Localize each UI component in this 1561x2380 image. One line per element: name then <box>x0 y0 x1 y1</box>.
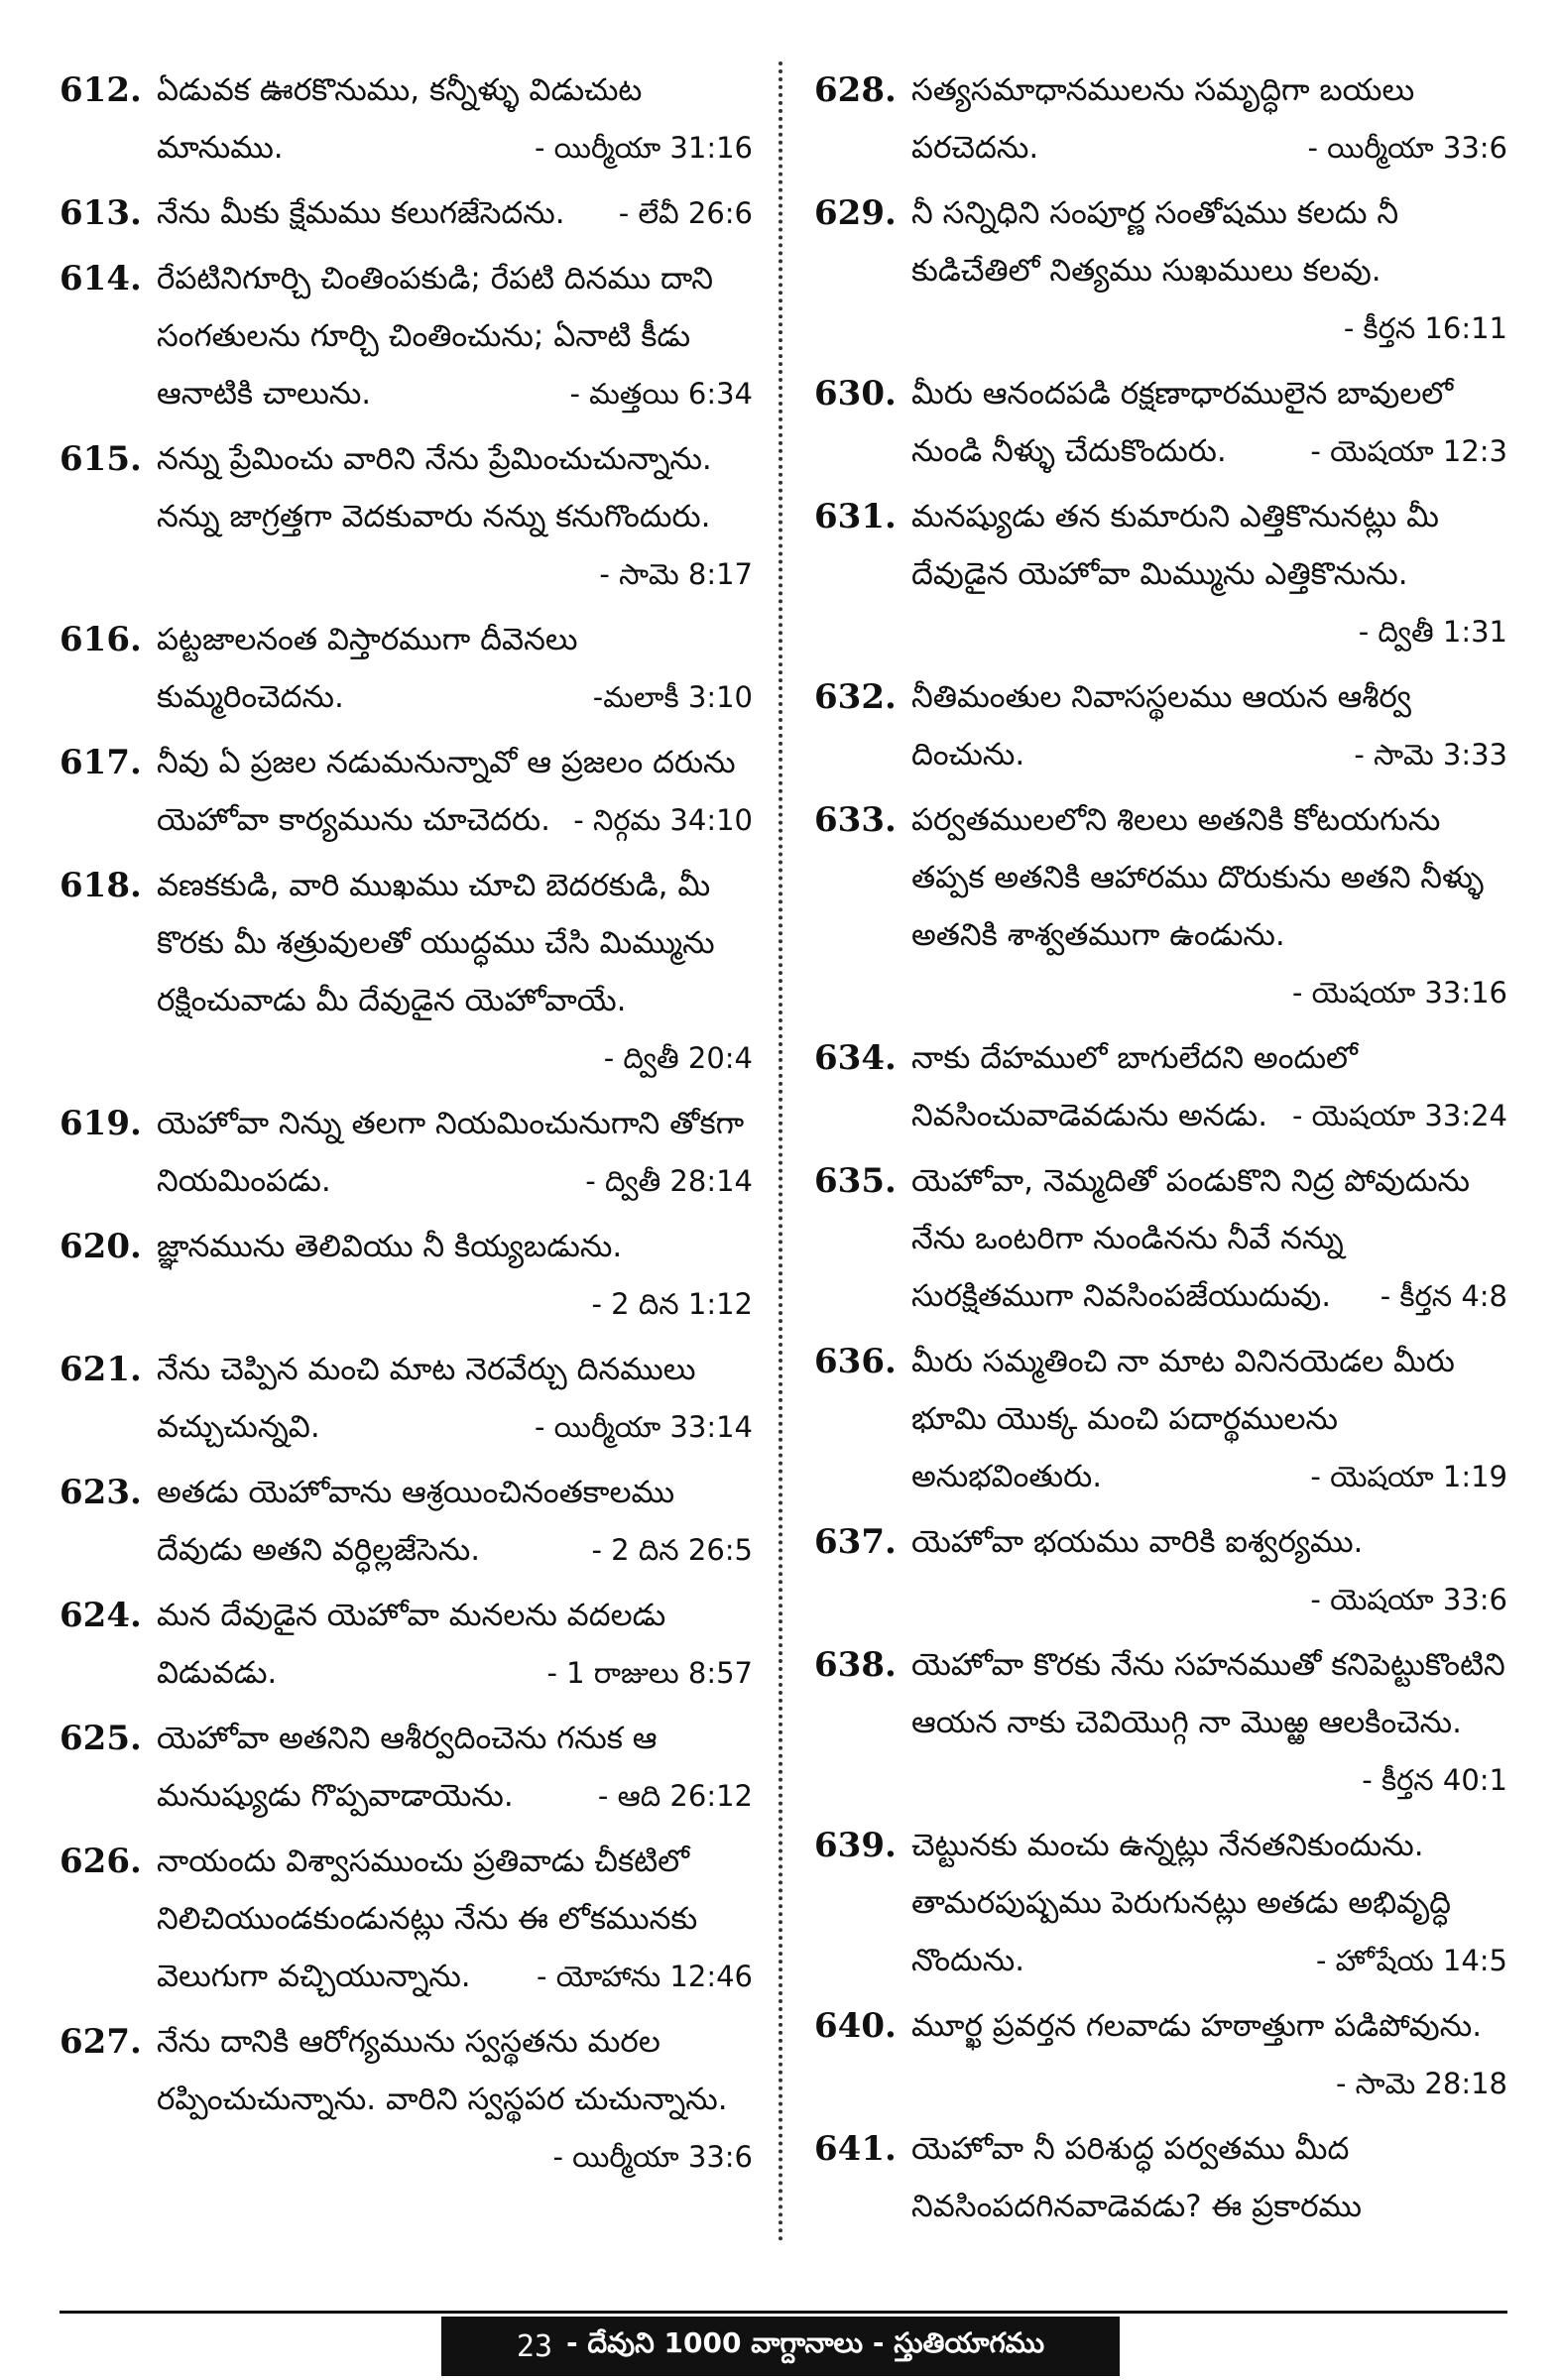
promise-entry <box>814 1997 1507 2112</box>
verse-text: చెట్టునకు మంచు ఉన్నట్లు నేనతనికుందును. తామరపుష్పము పెరుగునట్లు అతడు అభివృద్ధి నొందును. <box>911 1828 1452 1978</box>
entry-body <box>911 1152 1507 1325</box>
promise-entry <box>814 1029 1507 1144</box>
verse-reference: - యిర్మీయా 33:6 <box>1307 131 1507 165</box>
entry-body <box>157 1218 753 1333</box>
verse-reference: - లేవీ 26:6 <box>618 196 753 230</box>
verse-reference: - హోషేయ 14:5 <box>1315 1944 1507 1977</box>
verse-text: జ్ఞానమును తెలివియు నీ కియ్యబడును. <box>157 1229 623 1264</box>
promise-entry <box>814 1333 1507 1505</box>
promise-entry <box>60 611 753 726</box>
promise-entry <box>60 1341 753 1456</box>
verse-reference: - కీర్తన 16:11 <box>1343 311 1507 345</box>
verse-text: మనష్యుడు తన కుమారుని ఎత్తికొనునట్లు మీ దేవుడైన యెహోవా మిమ్మును ఎత్తికొనును. <box>911 499 1439 592</box>
promise-entry <box>814 1636 1507 1809</box>
verse-text: నీతిమంతుల నివాసస్థలము ఆయన ఆశీర్వ దించును. <box>911 679 1411 773</box>
promise-entry <box>60 1587 753 1702</box>
verse-reference: - సామె 28:18 <box>1335 2067 1507 2100</box>
promise-entry <box>814 2120 1507 2235</box>
promise-entry <box>60 1095 753 1210</box>
verse-reference: - 2 దిన 1:12 <box>591 1287 753 1321</box>
entry-body <box>911 2120 1507 2235</box>
entry-number: 617. <box>60 743 142 782</box>
entry-body <box>911 184 1507 357</box>
verse-text: మన దేవుడైన యెహోవా మనలను వదలడు విడువడు. <box>157 1598 666 1691</box>
verse-text: రేపటినిగూర్చి చింతింపకుడి; రేపటి దినము దాని సంగతులను గూర్చి చింతించును; ఏనాటి కీడు ఆనాటికి చాలును. <box>157 261 713 412</box>
entry-number: 640. <box>814 2006 897 2046</box>
promise-entry <box>814 668 1507 783</box>
verse-reference: - యిర్మీయా 31:16 <box>534 131 753 165</box>
promise-entry <box>60 1218 753 1333</box>
footer-title: - దేవుని 1000 వాగ్దానాలు - స్తుతియాగము <box>566 2326 1045 2359</box>
entry-number: 637. <box>814 1522 897 1562</box>
promise-entry <box>60 857 753 1087</box>
entry-body <box>157 1587 753 1702</box>
verse-reference: - యిర్మీయా 33:6 <box>552 2140 753 2174</box>
right-column <box>788 61 1507 2243</box>
entry-number: 638. <box>814 1645 897 1685</box>
verse-reference: - 2 దిన 26:5 <box>591 1533 753 1567</box>
verse-text: మీరు సమ్మతించి నా మాట వినినయెడల మీరు భూమి యొక్క మంచి పదార్థములను అనుభవింతురు. <box>911 1344 1455 1494</box>
verse-text: నాకు దేహములో బాగులేదని అందులో నివసించువాడెవడును అనడు. <box>911 1040 1358 1133</box>
verse-reference: - కీర్తన 4:8 <box>1380 1279 1507 1313</box>
promise-entry <box>60 250 753 422</box>
verse-reference: - యిర్మీయా 33:14 <box>534 1410 753 1444</box>
verse-text: నాయందు విశ్వాసముంచు ప్రతివాడు చీకటిలో నిలిచియుండకుండునట్లు నేను ఈ లోకమునకు వెలుగుగా వచ్చియున్నాను. <box>157 1844 698 1994</box>
entry-number: 623. <box>60 1473 142 1512</box>
promise-entry <box>814 1513 1507 1628</box>
entry-body <box>157 184 753 242</box>
promise-entry <box>60 734 753 849</box>
entry-number: 624. <box>60 1596 142 1635</box>
verse-reference: - ద్వితీ 28:14 <box>585 1164 753 1198</box>
entry-body <box>157 611 753 726</box>
verse-text: నీవు ఏ ప్రజల నడుమనున్నావో ఆ ప్రజలం దరును యెహోవా కార్యమును చూచెదరు. <box>157 745 736 838</box>
promise-entry <box>814 61 1507 177</box>
promise-entry <box>60 1464 753 1579</box>
verse-reference: - మత్తయి 6:34 <box>569 377 753 411</box>
verse-reference: - యెషయా 33:6 <box>1310 1583 1507 1616</box>
verse-text: యెహోవా కొరకు నేను సహనముతో కనిపెట్టుకొంటిని ఆయన నాకు చెవియొగ్గి నా మొఱ్ఱ ఆలకించెను. <box>911 1647 1505 1740</box>
verse-text: పర్వతములలోని శిలలు అతనికి కోటయగును తప్పక అతనికి ఆహారము దొరుకును అతని నీళ్ళు అతనికి శాశ్వతముగా ఉండును. <box>911 802 1485 953</box>
verse-reference: - ద్వితీ 1:31 <box>1358 615 1507 649</box>
verse-reference: - కీర్తన 40:1 <box>1362 1763 1507 1797</box>
entry-body <box>157 1464 753 1579</box>
entry-number: 629. <box>814 193 897 233</box>
entry-number: 628. <box>814 70 897 110</box>
entry-number: 634. <box>814 1038 897 1078</box>
promise-entry <box>60 61 753 177</box>
entry-body <box>157 734 753 849</box>
verse-text: యెహోవా, నెమ్మదితో పండుకొని నిద్ర పోవుదును నేను ఒంటరిగా నుండినను నీవే నన్ను సురక్షితముగా నివసింపజేయుదువు. <box>911 1163 1471 1314</box>
entry-number: 639. <box>814 1826 897 1865</box>
entry-body <box>911 61 1507 177</box>
entry-body <box>157 250 753 422</box>
promise-entry <box>814 365 1507 480</box>
entry-number: 627. <box>60 2022 142 2062</box>
entry-body <box>157 61 753 177</box>
entry-body <box>911 668 1507 783</box>
entry-number: 632. <box>814 677 897 717</box>
entry-number: 612. <box>60 70 142 110</box>
promise-entry <box>814 184 1507 357</box>
entry-body <box>911 1636 1507 1809</box>
verse-text: అతడు యెహోవాను ఆశ్రయించినంతకాలము దేవుడు అతని వర్ధిల్లజేసెను. <box>157 1475 675 1568</box>
entry-number: 630. <box>814 374 897 414</box>
entry-number: 625. <box>60 1719 142 1758</box>
entry-body <box>157 430 753 603</box>
verse-text: యెహోవా నిన్ను తలగా నియమించునుగాని తోకగా నియమింపడు. <box>157 1106 745 1199</box>
verse-reference: - యెషయా 33:16 <box>1291 976 1507 1010</box>
promise-entry <box>814 791 1507 1021</box>
verse-text: నేను దానికి ఆరోగ్యమును స్వస్థతను మరల రప్పించుచున్నాను. వారిని స్వస్థపర చుచున్నాను. <box>157 2024 728 2117</box>
entry-body <box>157 1710 753 1825</box>
promise-entry <box>60 1833 753 2005</box>
footer-bar <box>441 2317 1120 2376</box>
promise-entry <box>814 1152 1507 1325</box>
verse-reference: - ఆది 26:12 <box>597 1779 753 1813</box>
verse-reference: - యోహాను 12:46 <box>537 1960 753 1993</box>
entry-body <box>157 2013 753 2186</box>
entry-number: 641. <box>814 2129 897 2169</box>
entry-number: 615. <box>60 439 142 479</box>
entry-number: 614. <box>60 259 142 298</box>
entry-number: 626. <box>60 1842 142 1881</box>
entry-number: 616. <box>60 620 142 659</box>
entry-number: 619. <box>60 1104 142 1143</box>
entry-number: 613. <box>60 193 142 233</box>
entry-body <box>911 488 1507 660</box>
verse-text: యెహోవా భయము వారికి ఐశ్వర్యము. <box>911 1524 1364 1560</box>
promise-entry <box>60 430 753 603</box>
verse-text: మూర్ఖ ప్రవర్తన గలవాడు హఠాత్తుగా పడిపోవును. <box>911 2008 1483 2044</box>
entry-body <box>911 365 1507 480</box>
column-divider <box>779 61 782 2243</box>
promise-entry <box>60 2013 753 2186</box>
promise-entry <box>60 184 753 242</box>
entry-body <box>911 1513 1507 1628</box>
verse-reference: - యెషయా 33:24 <box>1291 1099 1507 1132</box>
verse-text: మీరు ఆనందపడి రక్షణాధారములైన బావులలో నుండి నీళ్ళు చేదుకొందురు. <box>911 376 1454 469</box>
entry-body <box>157 1095 753 1210</box>
promise-entry <box>60 1710 753 1825</box>
verse-reference: - యెషయా 12:3 <box>1310 434 1507 468</box>
page-columns <box>60 61 1507 2243</box>
entry-body <box>911 1029 1507 1144</box>
verse-text: యెహోవా నీ పరిశుద్ధ పర్వతము మీద నివసింపదగినవాడెవడు? ఈ ప్రకారము <box>911 2131 1362 2224</box>
promise-entry <box>814 1817 1507 1989</box>
entry-body <box>157 857 753 1087</box>
page-number: 23 <box>516 2328 553 2364</box>
entry-number: 635. <box>814 1161 897 1201</box>
verse-text: యెహోవా అతనిని ఆశీర్వదించెను గనుక ఆ మనుష్యుడు గొప్పవాడాయెను. <box>157 1721 658 1814</box>
entry-number: 618. <box>60 866 142 905</box>
entry-body <box>911 1997 1507 2112</box>
entry-body <box>911 1333 1507 1505</box>
left-column <box>60 61 773 2243</box>
footer-rule <box>60 2311 1507 2314</box>
entry-number: 633. <box>814 800 897 840</box>
entry-body <box>157 1341 753 1456</box>
entry-number: 621. <box>60 1350 142 1389</box>
verse-text: వణకకుడి, వారి ముఖము చూచి బెదరకుడి, మీ కొరకు మీ శత్రువులతో యుద్ధము చేసి మిమ్మును రక్షించువాడు మీ దేవుడైన యెహోవాయే. <box>157 868 715 1018</box>
verse-text: నేను మీకు క్షేమము కలుగజేసెదను. <box>157 195 565 231</box>
verse-reference: -మలాకీ 3:10 <box>592 680 753 714</box>
entry-number: 631. <box>814 497 897 536</box>
entry-number: 620. <box>60 1227 142 1266</box>
verse-text: పట్టజాలనంత విస్తారముగా దీవెనలు కుమ్మరించెదను. <box>157 622 578 715</box>
verse-text: నేను చెప్పిన మంచి మాట నెరవేర్చు దినములు వచ్చుచున్నవి. <box>157 1352 696 1445</box>
verse-reference: - ద్వితీ 20:4 <box>603 1041 753 1075</box>
verse-reference: - సామె 3:33 <box>1354 738 1507 772</box>
entry-body <box>911 1817 1507 1989</box>
entry-body <box>911 791 1507 1021</box>
verse-text: నీ సన్నిధిని సంపూర్ణ సంతోషము కలదు నీ కుడిచేతిలో నిత్యము సుఖములు కలవు. <box>911 195 1399 289</box>
verse-reference: - నిర్గమ 34:10 <box>573 803 753 837</box>
verse-text: ఏడువక ఊరకొనుము, కన్నీళ్ళు విడుచుట మానుము. <box>157 72 643 166</box>
verse-text: నన్ను ప్రేమించు వారిని నేను ప్రేమించుచున్నాను. నన్ను జాగ్రత్తగా వెదకువారు నన్ను కనుగొందురు. <box>157 441 712 535</box>
entry-number: 636. <box>814 1342 897 1381</box>
verse-reference: - యెషయా 1:19 <box>1310 1460 1507 1493</box>
verse-reference: - సామె 8:17 <box>599 557 753 591</box>
promise-entry <box>814 488 1507 660</box>
verse-text: సత్యసమాధానములను సమృద్ధిగా బయలు పరచెదను. <box>911 72 1415 166</box>
verse-reference: - 1 రాజులు 8:57 <box>546 1656 753 1690</box>
entry-body <box>157 1833 753 2005</box>
